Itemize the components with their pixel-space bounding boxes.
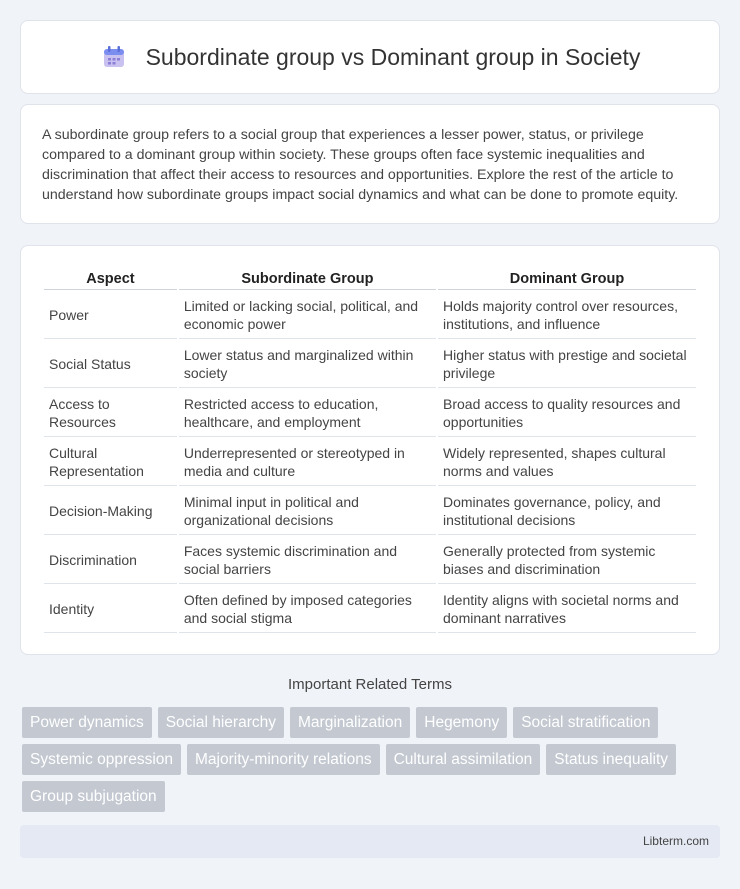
cell-aspect: Discrimination <box>44 537 177 584</box>
cell-aspect: Identity <box>44 586 177 633</box>
cell-subordinate: Minimal input in political and organizational decisions <box>179 488 436 535</box>
cell-subordinate: Underrepresented or stereotyped in media and culture <box>179 439 436 486</box>
calendar-icon <box>100 43 128 71</box>
table-row <box>44 537 696 584</box>
header-dominant: Dominant Group <box>438 268 696 290</box>
related-term-tag[interactable]: Systemic oppression <box>22 744 181 775</box>
cell-dominant: Holds majority control over resources, institutions, and influence <box>438 292 696 339</box>
intro-card <box>20 104 720 224</box>
cell-aspect: Cultural Representation <box>44 439 177 486</box>
table-row <box>44 439 696 486</box>
cell-aspect: Decision-Making <box>44 488 177 535</box>
related-term-tag[interactable]: Hegemony <box>416 707 507 738</box>
cell-aspect: Power <box>44 292 177 339</box>
table-row <box>44 341 696 388</box>
cell-subordinate: Limited or lacking social, political, and economic power <box>179 292 436 339</box>
intro-paragraph: A subordinate group refers to a social group that experiences a lesser power, status, or privilege compared to a dominant group within society. These groups often face systemic inequalities and discrimination that affect their access to resources and opportunities. Explore the rest of the article to understand how subordinate groups impact social dynamics and what can be done to promote equity. <box>42 127 679 203</box>
cell-dominant: Dominates governance, policy, and institutional decisions <box>438 488 696 535</box>
cell-subordinate: Faces systemic discrimination and social barriers <box>179 537 436 584</box>
header-aspect: Aspect <box>44 268 177 290</box>
footer <box>20 825 720 858</box>
cell-aspect: Access to Resources <box>44 390 177 437</box>
comparison-table <box>42 266 698 635</box>
title-card <box>20 20 720 94</box>
related-term-tag[interactable]: Social stratification <box>513 707 658 738</box>
related-term-tag[interactable]: Group subjugation <box>22 781 165 812</box>
cell-subordinate: Restricted access to education, healthcare, and employment <box>179 390 436 437</box>
footer-site-link[interactable]: Libterm.com <box>642 834 709 848</box>
table-row <box>44 488 696 535</box>
cell-dominant: Broad access to quality resources and opportunities <box>438 390 696 437</box>
table-row <box>44 292 696 339</box>
related-terms-heading: Important Related Terms <box>288 676 452 693</box>
comparison-card <box>20 245 720 655</box>
header-subordinate: Subordinate Group <box>179 268 436 290</box>
cell-dominant: Generally protected from systemic biases and discrimination <box>438 537 696 584</box>
related-term-tag[interactable]: Status inequality <box>546 744 676 775</box>
related-term-tag[interactable]: Social hierarchy <box>158 707 284 738</box>
related-terms-list <box>22 707 722 818</box>
table-header-row <box>44 268 696 290</box>
related-term-tag[interactable]: Cultural assimilation <box>386 744 541 775</box>
related-term-tag[interactable]: Majority-minority relations <box>187 744 380 775</box>
related-term-tag[interactable]: Marginalization <box>290 707 410 738</box>
table-row <box>44 586 696 633</box>
cell-subordinate: Lower status and marginalized within society <box>179 341 436 388</box>
cell-dominant: Identity aligns with societal norms and dominant narratives <box>438 586 696 633</box>
cell-dominant: Higher status with prestige and societal privilege <box>438 341 696 388</box>
cell-aspect: Social Status <box>44 341 177 388</box>
cell-dominant: Widely represented, shapes cultural norms and values <box>438 439 696 486</box>
related-term-tag[interactable]: Power dynamics <box>22 707 152 738</box>
cell-subordinate: Often defined by imposed categories and social stigma <box>179 586 436 633</box>
table-row <box>44 390 696 437</box>
page-title: Subordinate group vs Dominant group in Society <box>145 43 641 70</box>
